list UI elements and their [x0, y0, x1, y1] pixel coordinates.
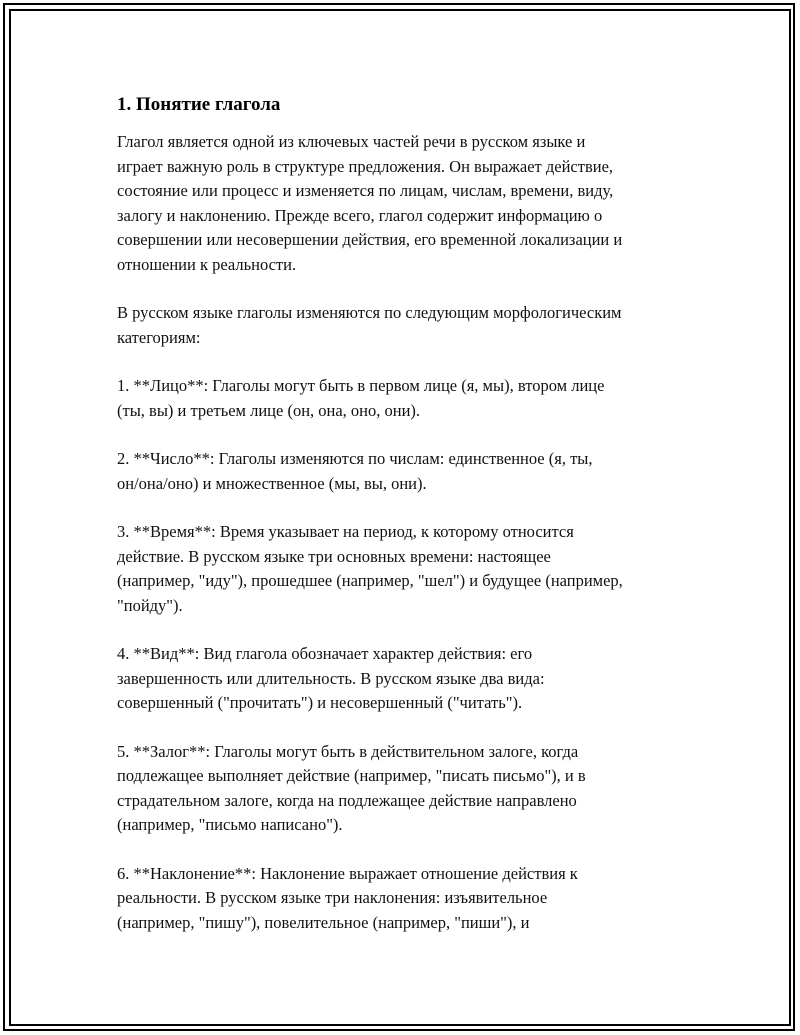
document-body: [117, 92, 707, 959]
list-item-voice: 5. **Залог**: Глаголы могут быть в действительном залоге, когда подлежащее выполняет действие (например, "писать письмо"), и в страдательном залоге, когда на подлежащее действие направлено (например, "письмо написано").: [117, 741, 586, 834]
paragraph-intro: Глагол является одной из ключевых частей речи в русском языке и играет важную роль в структуре предложения. Он выражает действие, состояние или процесс и изменяется по лицам, числам, времени, виду, залогу и наклонению. Прежде всего, глагол содержит информацию о совершении или несовершении действия, его временной локализации и отношении к реальности.: [117, 132, 623, 274]
list-item-person: 1. **Лицо**: Глаголы могут быть в первом лице (я, мы), втором лице (ты, вы) и третьем лице (он, она, оно, они).: [117, 376, 605, 420]
list-item-aspect: 4. **Вид**: Вид глагола обозначает характер действия: его завершенность или длительность. В русском языке два вида: совершенный ("прочитать") и несовершенный ("читать").: [117, 644, 545, 712]
list-item-number: 2. **Число**: Глаголы изменяются по числам: единственное (я, ты, он/она/оно) и множественное (мы, вы, они).: [117, 449, 593, 493]
list-item-mood: 6. **Наклонение**: Наклонение выражает отношение действия к реальности. В русском языке три наклонения: изъявительное (например, "пишу"), повелительное (например, "пиши"), и: [117, 863, 578, 932]
section-heading: 1. Понятие глагола: [117, 94, 281, 115]
paragraph-categories: В русском языке глаголы изменяются по следующим морфологическим категориям:: [117, 303, 622, 347]
list-item-tense: 3. **Время**: Время указывает на период, к которому относится действие. В русском языке три основных времени: настоящее (например, "иду"), прошедшее (например, "шел") и будущее (например, "пойду").: [117, 522, 623, 615]
